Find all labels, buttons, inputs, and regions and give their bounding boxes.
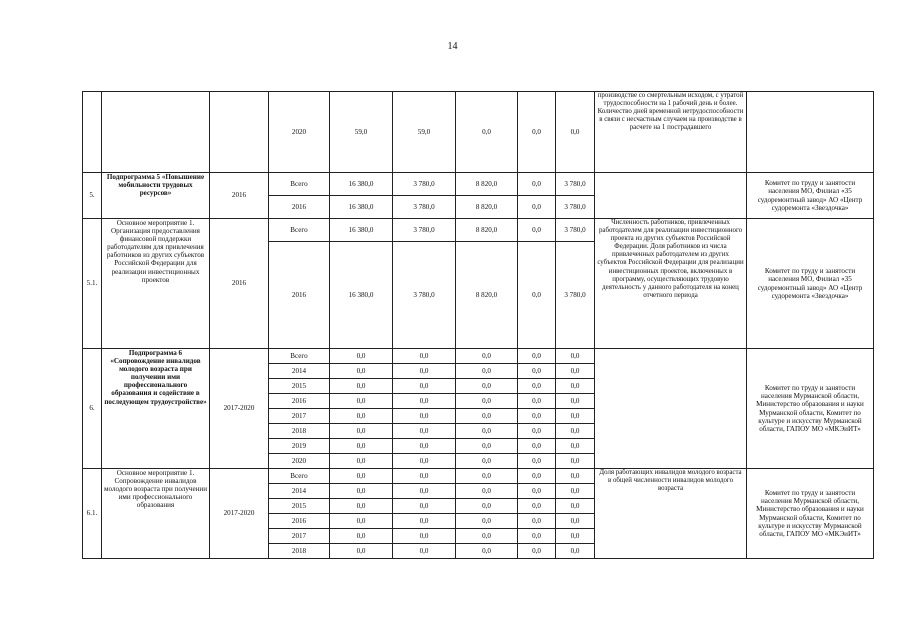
- value-federal: 3 780,0: [393, 242, 456, 349]
- year: 2020: [269, 454, 330, 469]
- value-local: 0,0: [518, 173, 556, 196]
- value-local: 0,0: [518, 544, 556, 559]
- value-local: 0,0: [518, 484, 556, 499]
- value-local: 0,0: [518, 439, 556, 454]
- row-number: 5.1.: [83, 219, 102, 349]
- value-total: 16 380,0: [330, 242, 393, 349]
- year: Всего: [269, 469, 330, 484]
- indicator: Доля работающих инвалидов молодого возраста в общей численности инвалидов молодого возраста: [595, 469, 747, 559]
- value-local: 0,0: [518, 409, 556, 424]
- value-federal: 0,0: [393, 529, 456, 544]
- value-regional: 0,0: [456, 499, 518, 514]
- row-number: 6.1.: [83, 469, 102, 559]
- year: 2014: [269, 484, 330, 499]
- value-local: 0,0: [518, 379, 556, 394]
- value-regional: 0,0: [456, 484, 518, 499]
- value-total: 16 380,0: [330, 196, 393, 219]
- value-local: 0,0: [518, 454, 556, 469]
- year: 2015: [269, 379, 330, 394]
- value-regional: 0,0: [456, 454, 518, 469]
- value-extra: 3 780,0: [556, 242, 595, 349]
- table-row: [83, 92, 874, 173]
- year: Всего: [269, 173, 330, 196]
- value-regional: 8 820,0: [456, 196, 518, 219]
- value-total: 0,0: [330, 469, 393, 484]
- value-local: 0,0: [518, 219, 556, 242]
- year: 2016: [269, 394, 330, 409]
- year: 2016: [269, 196, 330, 219]
- year: 2016: [269, 514, 330, 529]
- value-regional: 8 820,0: [456, 242, 518, 349]
- value-total: 0,0: [330, 544, 393, 559]
- period: 2016: [210, 219, 269, 349]
- value-extra: 0,0: [556, 499, 595, 514]
- value-federal: 3 780,0: [393, 173, 456, 196]
- responsible: Комитет по труду и занятости населения Мурманской области, Министерство образования и науки Мурманской области, Комитет по культуре и искусству Мурманской области, ГАПОУ МО «МКЭиИТ»: [747, 349, 874, 469]
- year: 2019: [269, 439, 330, 454]
- indicator: производстве со смертельным исходом, с утратой трудоспособности на 1 рабочий день и более. Количество дней временной нетрудоспособности в связи с несчастным случаем на производстве в расчете на 1 пострадавшего: [595, 92, 747, 173]
- value-regional: 0,0: [456, 92, 518, 173]
- value-regional: 0,0: [456, 544, 518, 559]
- value-total: 16 380,0: [330, 219, 393, 242]
- row-number: 6.: [83, 349, 102, 469]
- responsible: Комитет по труду и занятости населения Мурманской области, Министерство образования и науки Мурманской области, Комитет по культуре и искусству Мурманской области, ГАПОУ МО «МКЭиИТ»: [747, 469, 874, 559]
- value-total: 0,0: [330, 454, 393, 469]
- value-extra: 0,0: [556, 409, 595, 424]
- value-extra: 0,0: [556, 394, 595, 409]
- period: 2017-2020: [210, 349, 269, 469]
- responsible: [747, 92, 874, 173]
- year: 2014: [269, 364, 330, 379]
- period: 2016: [210, 173, 269, 219]
- row-number: [83, 92, 102, 173]
- value-extra: 0,0: [556, 424, 595, 439]
- period: [210, 92, 269, 173]
- value-total: 0,0: [330, 529, 393, 544]
- value-extra: 0,0: [556, 484, 595, 499]
- value-regional: 0,0: [456, 379, 518, 394]
- table-row: [83, 469, 874, 484]
- value-total: 59,0: [330, 92, 393, 173]
- value-local: 0,0: [518, 349, 556, 364]
- value-federal: 0,0: [393, 394, 456, 409]
- table-row: [83, 219, 874, 242]
- measure-name: Основное мероприятие 1. Организация предоставления финансовой поддержки работодателям для привлечения работников из других субъектов Российской Федерации для реализации инвестиционных проектов: [102, 219, 210, 349]
- responsible: Комитет по труду и занятости населения МО, Филиал «35 судоремонтный завод» АО «Центр судоремонта «Звездочка»: [747, 219, 874, 349]
- value-federal: 0,0: [393, 349, 456, 364]
- measure-name: Подпрограмма 6 «Сопровождение инвалидов молодого возраста при получении ими профессионального образования и содействие в последующем трудоустройстве»: [102, 349, 210, 469]
- value-regional: 0,0: [456, 349, 518, 364]
- value-total: 0,0: [330, 439, 393, 454]
- indicator: [595, 173, 747, 219]
- value-federal: 0,0: [393, 484, 456, 499]
- value-extra: 0,0: [556, 514, 595, 529]
- period: 2017-2020: [210, 469, 269, 559]
- year: Всего: [269, 349, 330, 364]
- value-federal: 0,0: [393, 544, 456, 559]
- value-extra: 0,0: [556, 364, 595, 379]
- page-number: 14: [447, 41, 458, 52]
- value-regional: 8 820,0: [456, 173, 518, 196]
- value-federal: 0,0: [393, 364, 456, 379]
- value-federal: 0,0: [393, 439, 456, 454]
- value-extra: 3 780,0: [556, 173, 595, 196]
- year: Всего: [269, 219, 330, 242]
- value-regional: 0,0: [456, 364, 518, 379]
- responsible: Комитет по труду и занятости населения МО, Филиал «35 судоремонтный завод» АО «Центр судоремонта «Звездочка»: [747, 173, 874, 219]
- value-regional: 8 820,0: [456, 219, 518, 242]
- value-regional: 0,0: [456, 514, 518, 529]
- year: 2018: [269, 544, 330, 559]
- value-federal: 59,0: [393, 92, 456, 173]
- value-regional: 0,0: [456, 424, 518, 439]
- value-regional: 0,0: [456, 394, 518, 409]
- value-federal: 0,0: [393, 469, 456, 484]
- value-total: 0,0: [330, 364, 393, 379]
- row-number: 5.: [83, 173, 102, 219]
- value-federal: 0,0: [393, 454, 456, 469]
- value-regional: 0,0: [456, 439, 518, 454]
- value-federal: 0,0: [393, 514, 456, 529]
- value-total: 0,0: [330, 349, 393, 364]
- year: 2017: [269, 409, 330, 424]
- value-local: 0,0: [518, 196, 556, 219]
- value-total: 0,0: [330, 379, 393, 394]
- value-total: 16 380,0: [330, 173, 393, 196]
- value-extra: 0,0: [556, 439, 595, 454]
- value-local: 0,0: [518, 394, 556, 409]
- table-row: [83, 349, 874, 364]
- value-federal: 0,0: [393, 379, 456, 394]
- value-regional: 0,0: [456, 409, 518, 424]
- value-total: 0,0: [330, 484, 393, 499]
- value-extra: 3 780,0: [556, 196, 595, 219]
- year: 2017: [269, 529, 330, 544]
- indicator: [595, 349, 747, 469]
- year: 2015: [269, 499, 330, 514]
- value-total: 0,0: [330, 424, 393, 439]
- value-federal: 3 780,0: [393, 219, 456, 242]
- value-federal: 3 780,0: [393, 196, 456, 219]
- measure-name: Основное мероприятие 1. Сопровождение инвалидов молодого возраста при получении ими профессионального образования: [102, 469, 210, 559]
- value-extra: 0,0: [556, 529, 595, 544]
- value-extra: 0,0: [556, 379, 595, 394]
- year: 2020: [269, 92, 330, 173]
- value-total: 0,0: [330, 394, 393, 409]
- measure-name: [102, 92, 210, 173]
- value-local: 0,0: [518, 499, 556, 514]
- value-extra: 0,0: [556, 544, 595, 559]
- value-local: 0,0: [518, 424, 556, 439]
- value-local: 0,0: [518, 529, 556, 544]
- year: 2016: [269, 242, 330, 349]
- value-federal: 0,0: [393, 499, 456, 514]
- value-extra: 0,0: [556, 469, 595, 484]
- value-local: 0,0: [518, 92, 556, 173]
- value-extra: 0,0: [556, 92, 595, 173]
- value-total: 0,0: [330, 409, 393, 424]
- program-table: [82, 91, 874, 559]
- year: 2018: [269, 424, 330, 439]
- value-extra: 3 780,0: [556, 219, 595, 242]
- value-regional: 0,0: [456, 529, 518, 544]
- table-row: [83, 173, 874, 196]
- value-total: 0,0: [330, 514, 393, 529]
- measure-name: Подпрограмма 5 «Повышение мобильности трудовых ресурсов»: [102, 173, 210, 219]
- value-local: 0,0: [518, 242, 556, 349]
- indicator: Численность работников, привлеченных работодателем для реализации инвестиционного проекта из других субъектов Российской Федерации. Доля работников из числа привлеченных работодателем из других субъектов Российской Федерации для реализации инвестиционных проектов, включенных в программу, осуществляющих трудовую деятельность у данного работодателя на конец отчетного периода: [595, 219, 747, 349]
- value-extra: 0,0: [556, 349, 595, 364]
- value-local: 0,0: [518, 469, 556, 484]
- value-regional: 0,0: [456, 469, 518, 484]
- value-local: 0,0: [518, 514, 556, 529]
- value-total: 0,0: [330, 499, 393, 514]
- value-local: 0,0: [518, 364, 556, 379]
- value-extra: 0,0: [556, 454, 595, 469]
- value-federal: 0,0: [393, 424, 456, 439]
- value-federal: 0,0: [393, 409, 456, 424]
